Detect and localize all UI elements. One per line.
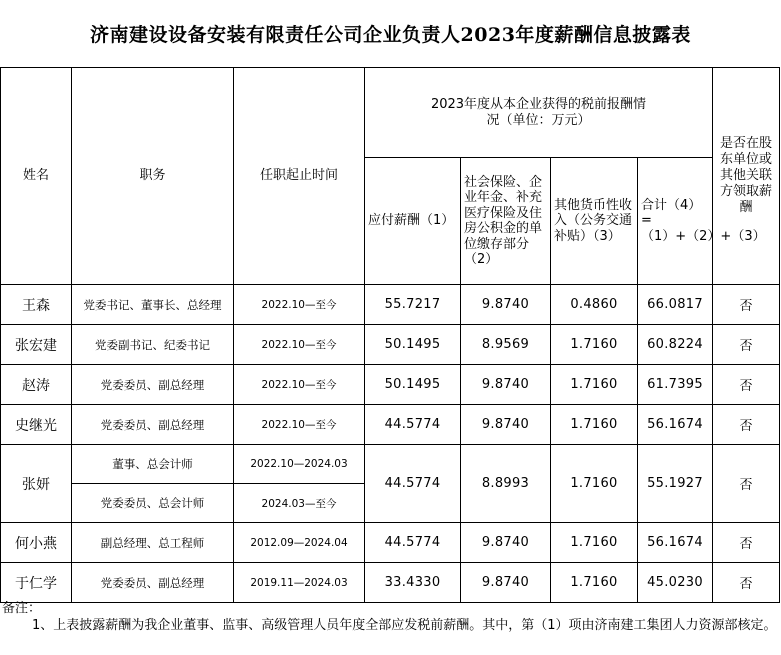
table-row [1,285,780,325]
cell-related: 否 [713,325,780,365]
header-salary: 应付薪酬（1） [365,158,461,285]
cell-other: 1.7160 [551,405,638,445]
cell-insurance: 9.8740 [461,285,551,325]
notes [0,600,781,634]
salary-table [0,67,780,603]
cell-salary: 50.1495 [365,365,461,405]
cell-period: 2022.10—至今 [234,285,365,325]
cell-insurance: 8.8993 [461,445,551,523]
table-row [1,405,780,445]
cell-related: 否 [713,563,780,603]
table-row [1,563,780,603]
cell-name: 于仁学 [1,563,72,603]
cell-name: 王森 [1,285,72,325]
cell-salary: 44.5774 [365,523,461,563]
cell-period: 2012.09—2024.04 [234,523,365,563]
cell-total: 45.0230 [638,563,713,603]
cell-total: 66.0817 [638,285,713,325]
cell-other: 1.7160 [551,523,638,563]
cell-salary: 50.1495 [365,325,461,365]
cell-name: 史继光 [1,405,72,445]
cell-other: 1.7160 [551,325,638,365]
header-position: 职务 [72,68,234,285]
table-row [1,325,780,365]
cell-period: 2019.11—2024.03 [234,563,365,603]
cell-name: 张妍 [1,445,72,523]
cell-related: 否 [713,405,780,445]
cell-salary: 33.4330 [365,563,461,603]
header-income-group: 2023年度从本企业获得的税前报酬情况（单位：万元） [365,68,713,158]
header-insurance: 社会保险、企业年金、补充医疗保险及住房公积金的单位缴存部分（2） [461,158,551,285]
cell-period: 2022.10—2024.03 [234,445,365,484]
cell-insurance: 9.8740 [461,405,551,445]
cell-period: 2022.10—至今 [234,325,365,365]
cell-salary: 44.5774 [365,405,461,445]
cell-total: 60.8224 [638,325,713,365]
cell-insurance: 9.8740 [461,365,551,405]
cell-position: 党委副书记、纪委书记 [72,325,234,365]
cell-period: 2024.03—至今 [234,484,365,523]
table-row [1,365,780,405]
page-title: 济南建设设备安装有限责任公司企业负责人2023年度薪酬信息披露表 [90,23,691,46]
cell-related: 否 [713,523,780,563]
cell-position: 党委委员、副总经理 [72,365,234,405]
cell-other: 1.7160 [551,445,638,523]
cell-total: 56.1674 [638,523,713,563]
header-name: 姓名 [1,68,72,285]
cell-name: 赵涛 [1,365,72,405]
cell-position: 党委书记、董事长、总经理 [72,285,234,325]
cell-total: 56.1674 [638,405,713,445]
cell-period: 2022.10—至今 [234,405,365,445]
cell-position: 党委委员、副总经理 [72,405,234,445]
cell-related: 否 [713,285,780,325]
cell-position: 董事、总会计师 [72,445,234,484]
cell-salary: 55.7217 [365,285,461,325]
cell-total: 55.1927 [638,445,713,523]
header-total: 合计（4）=（1）+（2）+（3） [638,158,713,285]
table-row [1,523,780,563]
cell-salary: 44.5774 [365,445,461,523]
cell-position: 副总经理、总工程师 [72,523,234,563]
cell-related: 否 [713,365,780,405]
cell-other: 1.7160 [551,563,638,603]
cell-position: 党委委员、总会计师 [72,484,234,523]
header-period: 任职起止时间 [234,68,365,285]
notes-label: 备注： [2,601,42,616]
cell-other: 1.7160 [551,365,638,405]
cell-period: 2022.10—至今 [234,365,365,405]
table-row [1,445,780,484]
cell-total: 61.7395 [638,365,713,405]
cell-insurance: 9.8740 [461,523,551,563]
cell-related: 否 [713,445,780,523]
cell-name: 何小燕 [1,523,72,563]
cell-insurance: 9.8740 [461,563,551,603]
cell-position: 党委委员、副总经理 [72,563,234,603]
header-other: 其他货币性收入（公务交通补贴）（3） [551,158,638,285]
cell-insurance: 8.9569 [461,325,551,365]
cell-name: 张宏建 [1,325,72,365]
notes-line-1: 1、上表披露薪酬为我企业董事、监事、高级管理人员年度全部应发税前薪酬。其中，第（1）项由济南建工集团人力资源部核定。 [32,618,777,633]
header-related: 是否在股东单位或其他关联方领取薪酬 [713,68,780,285]
cell-other: 0.4860 [551,285,638,325]
